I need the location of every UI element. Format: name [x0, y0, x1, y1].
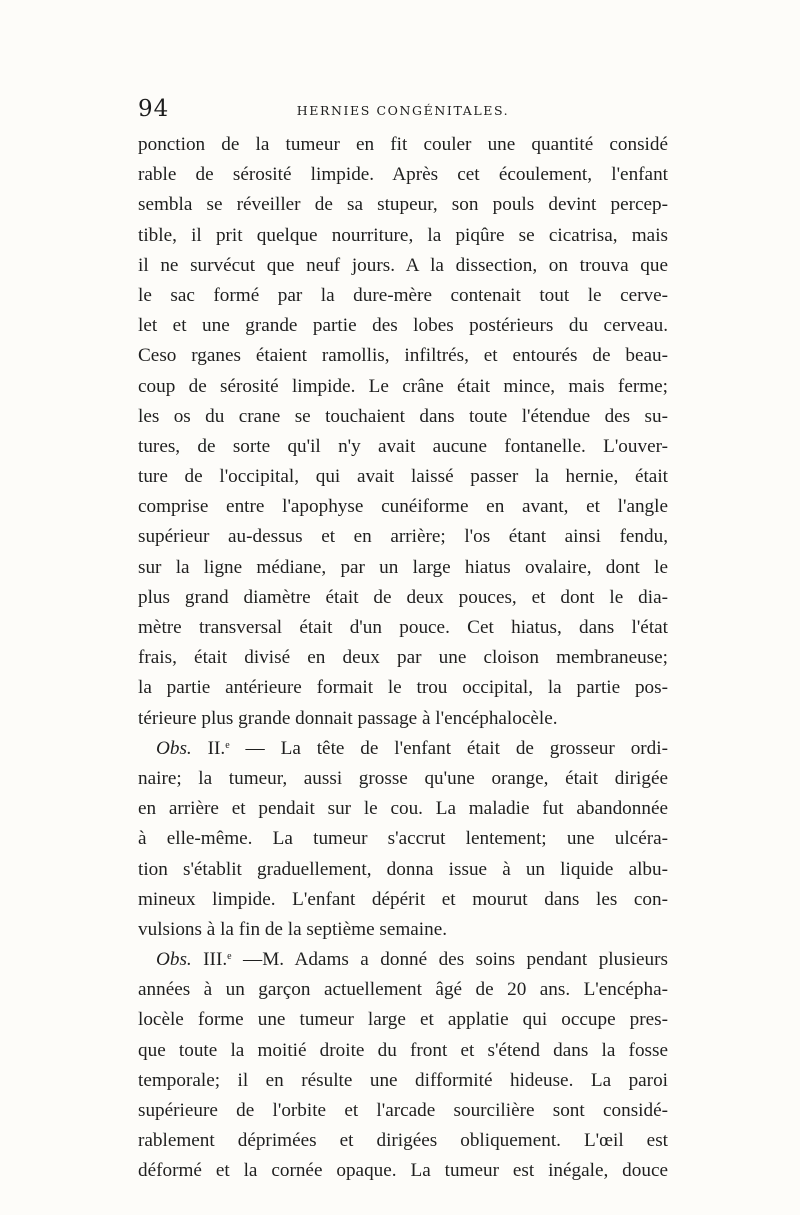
text-line: rablement déprimées et dirigées obliquement. L'œil est [138, 1130, 668, 1152]
obs-label: Obs. [156, 737, 192, 759]
page-number: 94 [138, 96, 170, 122]
text-line: à elle-même. La tumeur s'accrut lentement; une ulcéra- [138, 828, 668, 850]
text-line: comprise entre l'apophyse cunéiforme en avant, et l'angle [138, 496, 668, 518]
text-line: ponction de la tumeur en fit couler une quantité considé [138, 134, 668, 155]
obs-number-sup: e [225, 739, 230, 751]
obs-label: Obs. [156, 949, 192, 971]
text-line: sembla se réveiller de sa stupeur, son pouls devint percep- [138, 194, 668, 216]
text-line: années à un garçon actuellement âgé de 20 ans. L'encépha- [138, 979, 668, 1001]
text-line: tion s'établit graduellement, donna issue à un liquide albu- [138, 858, 668, 880]
obs-2-first-line-text: — La tête de l'enfant était de grosseur ordi- [229, 737, 669, 759]
obs-number: III. [203, 949, 228, 971]
text-line: temporale; il en résulte une difformité hideuse. La paroi [138, 1069, 668, 1091]
text-line: sur la ligne médiane, par un large hiatus ovalaire, dont le [138, 556, 668, 578]
text-line: il ne survécut que neuf jours. A la dissection, on trouva que [138, 254, 668, 276]
text-line: coup de sérosité limpide. Le crâne était mince, mais ferme; [138, 375, 668, 397]
text-line: le sac formé par la dure-mère contenait tout le cerve- [138, 284, 668, 306]
obs-2-heading-line [138, 734, 668, 764]
text-line: déformé et la cornée opaque. La tumeur est inégale, douce [138, 1160, 668, 1182]
text-line: vulsions à la fin de la septième semaine. [138, 918, 448, 940]
body-text [138, 130, 668, 1187]
text-line: naire; la tumeur, aussi grosse qu'une orange, était dirigée [138, 767, 668, 789]
text-line: plus grand diamètre était de deux pouces, et dont le dia- [138, 586, 668, 608]
text-line: rable de sérosité limpide. Après cet écoulement, l'enfant [138, 164, 668, 186]
text-line: ture de l'occipital, qui avait laissé passer la hernie, était [138, 466, 668, 488]
text-line: let et une grande partie des lobes postérieurs du cerveau. [138, 315, 668, 337]
text-line: térieure plus grande donnait passage à l'encéphalocèle. [138, 707, 558, 729]
text-line: tible, il prit quelque nourriture, la piqûre se cicatrisa, mais [138, 224, 668, 246]
text-line: mineux limpide. L'enfant dépérit et mourut dans les con- [138, 888, 668, 910]
obs-3-heading-line [138, 945, 668, 975]
text-line: supérieur au-dessus et en arrière; l'os étant ainsi fendu, [138, 526, 668, 548]
text-line: en arrière et pendait sur le cou. La maladie fut abandonnée [138, 798, 668, 820]
page-header [138, 96, 668, 126]
text-line: locèle forme une tumeur large et applatie qui occupe pres- [138, 1009, 668, 1031]
obs-number-sup: e [227, 951, 232, 963]
text-line: tures, de sorte qu'il n'y avait aucune fontanelle. L'ouver- [138, 435, 668, 457]
text-line: les os du crane se touchaient dans toute l'étendue des su- [138, 405, 668, 427]
text-line: Ceso rganes étaient ramollis, infiltrés, et entourés de beau- [138, 345, 668, 367]
text-line: frais, était divisé en deux par une cloison membraneuse; [138, 647, 668, 669]
text-line: la partie antérieure formait le trou occipital, la partie pos- [138, 677, 668, 699]
obs-number: II. [207, 737, 226, 759]
text-line: mètre transversal était d'un pouce. Cet hiatus, dans l'état [138, 617, 668, 638]
running-head: HERNIES CONGÉNITALES. [296, 103, 510, 118]
obs-3-first-line-text: —M. Adams a donné des soins pendant plusieurs [231, 949, 668, 971]
text-line: que toute la moitié droite du front et s'étend dans la fosse [138, 1039, 668, 1061]
text-line: supérieure de l'orbite et l'arcade sourcilière sont considé- [138, 1100, 668, 1121]
